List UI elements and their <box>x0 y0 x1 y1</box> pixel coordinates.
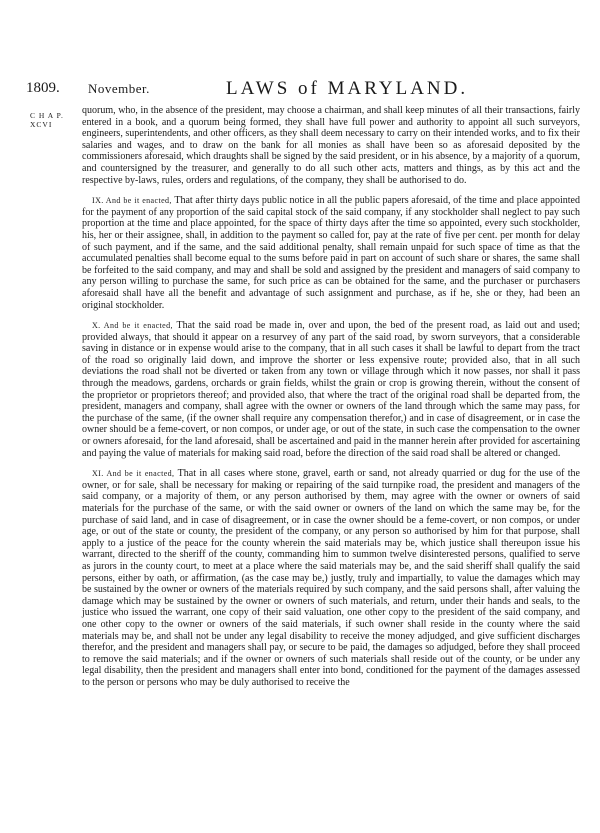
section-xi <box>82 468 580 688</box>
paragraph-text: quorum, who, in the absence of the president, may choose a chairman, and shall keep minutes of all their transactions, fairly entered in a book, and a quorum being formed, they shall have full power and authority to appoint all such surveyors, engineers, superintendents, and other officers, as they shall deem necessary to carry on their intended works, and to fix their salaries and wages, and to draw on the bank for all monies as shall have been so as aforesaid deposited by the commissioners aforesaid, which draughts shall be signed by the said president, or in his absence, by a majority of a quorum, and countersigned by the treasurer, and generally to do all such other acts, matters and things, as by this act and the respective by-laws, rules, orders and regulations, of the company, they shall be authorised to do. <box>82 105 580 186</box>
header-year: 1809. <box>26 80 60 96</box>
header-month: November. <box>88 81 150 96</box>
section-x <box>82 320 580 459</box>
margin-note <box>30 111 70 129</box>
document-body <box>82 105 580 689</box>
paragraph-continued <box>82 105 580 186</box>
section-text: That in all cases where stone, gravel, earth or sand, not already quarried or dug for the use of the owner, or for sale, shall be necessary for making or repairing of the said turnpike road, the president and managers of the said company, or a majority of them, or any person authorised by them, may agree with the owner or owners of said materials for the purchase of the same, or with the said owner or owners of the land on which the same may be, for the purchase of said land, and in case of disagreement, or in case the owner should be a feme-covert, or non compos, or under age, or out of the state or county, the president of the company, or any person so authorised by him for that purpose, shall apply to a justice of the peace for the county wherein the said materials may be, which justice shall thereupon issue his warrant, directed to the sheriff of the county, commanding him to summon twelve disinterested persons, qualified to serve as jurors in the county court, to meet at a place where the said materials may be, and the said sheriff shall qualify the said persons, either by oath, or affirmation, (as the case may be,) justly, truly and impartially, to value the damages which may be sustained by the owner or owners of the materials required by such company, and the said persons shall, after valuing the damage which may be sustained by the owner or owners of such materials, and return, under their hands and seals, to the justice who issued the warrant, one copy of their said valuation, one other copy to the president of the said company, and one other copy to the owner or owners of the said materials, if such owner shall reside in the county where the said materials may be, and shall not be under any legal disability to receive the money adjudged, and give sufficient discharges therefor, and the president and managers shall pay, or secure to be paid, the damages so adjudged, before they shall proceed to remove the said materials; and if the owner or owners of such materials shall reside out of the county, or be under any legal disability, then the president and managers shall enter into bond, conditioned for the payment of the damages assessed to the person or persons who may be duly authorised to receive the <box>82 468 580 688</box>
section-lead: IX. And be it enacted, <box>92 196 172 206</box>
section-text: That the said road be made in, over and upon, the bed of the present road, as laid out and used; provided always, that should it appear on a resurvey of any part of the said road, by sworn surveyors, that a considerable saving in distance or in expense would arise to the company, that in all such cases it shall be lawful to depart from the tract of the road so originally laid down, and improve the shorter or less expensive route; provided also, that in all such deviations the road shall not be diverted or taken from any town or village through which it now passes, nor shall it pass through the meadows, gardens, orchards or grain fields, whilst the grain or crop is growing therein, without the consent of the proprietor or proprietors thereof; and provided also, that where the tract of the original road shall be departed from, the president, managers and company, shall agree with the owner or owners of the land through which the same may pass, for the purchase of the same, (if the owner shall require any compensation therefor,) and in case of disagreement, or in case the owner should be a feme-covert, or non compos, or under age, or out of the state, in such case the compensation to the owner or owners aforesaid, for the land aforesaid, shall be ascertained and paid in the manner herein after provided for ascertaining and paying the value of materials for making said road, before the direction of the said road shall be altered or changed. <box>82 320 580 459</box>
section-lead: XI. And be it enacted, <box>92 469 175 479</box>
header-title: LAWS of MARYLAND. <box>226 78 469 99</box>
section-lead: X. And be it enacted, <box>92 321 173 331</box>
margin-chap: C H A P. <box>30 111 64 120</box>
section-text: That after thirty days public notice in all the public papers aforesaid, of the time and place appointed for the payment of any proportion of the said capital stock of the said company, if any stockholder shall neglect to pay such proportion at the time and place appointed, for the space of thirty days after the time so appointed, every such stockholder, his, her or their assignee, shall, in addition to the payment so called for, pay at the rate of five per cent. per month for delay of such payment, and if the same, and the said additional penalty, shall remain unpaid for such space of time as that the accumulated penalties shall become equal to the sums before paid in part on account of such share or shares, the same shall be forfeited to the said company, and may and shall be sold and assigned by the president and managers of said company to any person willing to purchase the same, for such price as can be obtained for the same, and the purchaser or purchasers aforesaid shall have all the benefit and advantage of such assignment and purchase, as if he, she or they, had been an original stockholder. <box>82 195 580 311</box>
page-header <box>26 80 576 102</box>
margin-chap-number: XCVI <box>30 120 53 129</box>
section-ix <box>82 195 580 311</box>
